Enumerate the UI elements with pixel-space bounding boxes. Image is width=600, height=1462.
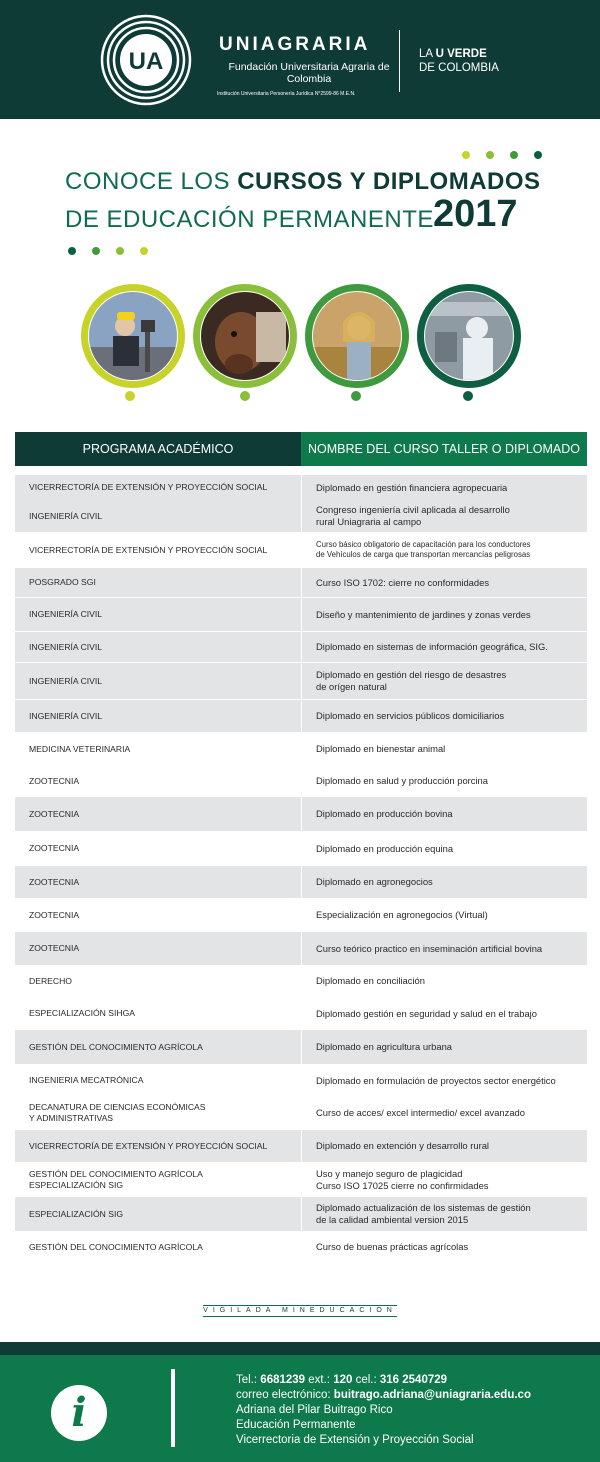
brand-subtitle: Fundación Universitaria Agraria de Colombia <box>228 61 390 85</box>
table-row <box>15 932 587 965</box>
course-cell <box>301 1130 587 1162</box>
program-text: GESTIÓN DEL CONOCIMIENTO AGRÍCOLA <box>29 1241 203 1252</box>
program-cell <box>15 932 301 965</box>
table-row <box>15 533 587 567</box>
phone-line: Tel.: 6681239 ext.: 120 cel.: 316 2540729 <box>236 1374 448 1386</box>
program-cell <box>15 998 301 1029</box>
program-cell <box>15 568 301 597</box>
program-text: POSGRADO SGI <box>29 577 96 587</box>
dot <box>462 151 470 159</box>
program-cell <box>15 475 301 500</box>
course-cell <box>301 766 587 796</box>
office: Vicerrectoria de Extensión y Proyección Social <box>236 1434 474 1446</box>
course-text: Diplomado en agricultura urbana <box>316 1041 453 1052</box>
dot <box>463 391 473 401</box>
course-text: Curso teórico practico en inseminación artificial bovina <box>316 942 543 954</box>
table-row <box>15 1065 587 1096</box>
course-text: Diplomado actualización de los sistemas de gestión de la calidad ambiental version 2015 <box>316 1202 531 1225</box>
course-text: Diplomado en formulación de proyectos sector energético <box>316 1074 556 1086</box>
slogan-line2: DE COLOMBIA <box>419 62 499 74</box>
brand-note: Institución Universitaria Personería Jurídica N°2599-86 M.E.N. <box>217 91 356 97</box>
table-row <box>15 700 587 732</box>
dot <box>125 391 135 401</box>
program-text: MEDICINA VETERINARIA <box>29 743 131 754</box>
title-prefix: CONOCE LOS <box>65 168 238 195</box>
course-text: Curso de acces/ excel intermedio/ excel avanzado <box>316 1107 525 1118</box>
program-cell <box>15 1030 301 1064</box>
uniagraria-logo <box>100 14 192 106</box>
footer-divider <box>171 1369 175 1447</box>
table-row <box>15 1097 587 1129</box>
program-text: ESPECIALIZACIÓN SIG <box>29 1208 124 1219</box>
course-cell <box>301 866 587 898</box>
slogan-bold: U VERDE <box>435 48 487 60</box>
course-cell <box>301 966 587 996</box>
department: Educación Permanente <box>236 1419 356 1431</box>
program-cell <box>15 832 301 865</box>
dot <box>68 247 76 255</box>
program-text: INGENIERÍA CIVIL <box>29 675 103 686</box>
info-icon: i <box>51 1385 107 1441</box>
program-text: INGENIERÍA CIVIL <box>29 510 103 521</box>
course-text: Uso y manejo seguro de plagicidad Curso ISO 17025 cierre no confirmidades <box>316 1167 489 1191</box>
contact-info <box>236 1373 531 1448</box>
course-cell <box>301 899 587 931</box>
table-row <box>15 1163 587 1196</box>
course-cell <box>301 568 587 597</box>
dot <box>240 391 250 401</box>
table-row <box>15 733 587 765</box>
program-text: INGENIERÍA CIVIL <box>29 609 103 619</box>
program-cell <box>15 663 301 699</box>
program-cell <box>15 632 301 662</box>
table-row <box>15 1231 587 1263</box>
course-cell <box>301 1030 587 1064</box>
dot <box>92 247 100 255</box>
program-cell <box>15 1231 301 1263</box>
slogan-prefix: LA <box>419 48 436 60</box>
contact-name: Adriana del Pilar Buitrago Rico <box>236 1404 393 1416</box>
course-text: Diplomado en gestión del riesgo de desastres de orígen natural <box>316 669 507 692</box>
course-text: Curso de buenas prácticas agrícolas <box>316 1241 469 1252</box>
dot <box>486 151 494 159</box>
table-row <box>15 632 587 662</box>
course-cell <box>301 663 587 699</box>
course-cell <box>301 1065 587 1096</box>
table-row <box>15 1130 587 1162</box>
program-text: DERECHO <box>29 975 72 986</box>
wheat-girl-image <box>313 292 401 380</box>
vigilada-mineducacion: VIGILADA MINEDUCACIÓN <box>203 1305 397 1317</box>
course-cell <box>301 475 587 500</box>
photo-lab-worker <box>417 284 521 388</box>
course-text: Diseño y mantenimiento de jardines y zonas verdes <box>316 608 531 620</box>
photo-wheat-girl <box>305 284 409 388</box>
table-row <box>15 832 587 865</box>
course-cell <box>301 998 587 1029</box>
program-cell <box>15 1097 301 1129</box>
lab-worker-image <box>425 292 513 380</box>
program-text: ZOOTECNIA <box>29 909 80 920</box>
course-cell <box>301 500 587 532</box>
program-cell <box>15 1163 301 1196</box>
course-text: Diplomado en producción equina <box>316 842 454 854</box>
course-cell <box>301 1163 587 1196</box>
course-cell <box>301 832 587 865</box>
program-cell <box>15 866 301 898</box>
program-cell <box>15 700 301 732</box>
course-cell <box>301 1231 587 1263</box>
course-cell <box>301 700 587 732</box>
course-cell <box>301 932 587 965</box>
program-text: ZOOTECNIA <box>29 843 80 853</box>
decorative-dots-top <box>462 151 542 159</box>
decorative-dots-bottom <box>68 247 148 255</box>
program-text: ESPECIALIZACIÓN SIHGA <box>29 1008 136 1018</box>
dot <box>351 391 361 401</box>
course-text: Curso ISO 1702: cierre no conformidades <box>316 576 490 588</box>
table-row <box>15 500 587 532</box>
course-cell <box>301 598 587 631</box>
cell-number: 316 2540729 <box>379 1374 448 1386</box>
program-text: ZOOTECNIA <box>29 808 80 819</box>
course-cell <box>301 533 587 567</box>
photo-surveyor <box>81 284 185 388</box>
program-cell <box>15 1197 301 1231</box>
program-cell <box>15 533 301 567</box>
logo-text: UA <box>128 48 164 75</box>
table-row <box>15 966 587 996</box>
brand-name: UNIAGRARIA <box>219 34 371 55</box>
program-text: ZOOTECNIA <box>29 943 80 953</box>
dot <box>140 247 148 255</box>
table-row <box>15 598 587 631</box>
program-cell <box>15 1130 301 1162</box>
course-text: Diplomado en sistemas de información geográfica, SIG. <box>316 641 548 652</box>
title-line-1 <box>65 168 541 196</box>
course-text: Especialización en agronegocios (Virtual) <box>316 909 488 920</box>
program-text: GESTIÓN DEL CONOCIMIENTO AGRÍCOLA <box>29 1041 203 1052</box>
table-row <box>15 899 587 931</box>
program-text: ZOOTECNIA <box>29 876 80 887</box>
course-text: Diplomado gestión en seguridad y salud en el trabajo <box>316 1007 537 1019</box>
course-cell <box>301 733 587 765</box>
courses-table <box>15 432 587 1252</box>
program-cell <box>15 766 301 796</box>
email-line: correo electrónico: buitrago.adriana@uniagraria.edu.co <box>236 1389 531 1401</box>
course-text: Diplomado en bienestar animal <box>316 743 446 754</box>
program-cell <box>15 598 301 631</box>
header <box>0 0 600 119</box>
course-text: Diplomado en extención y desarrollo rural <box>316 1140 490 1151</box>
header-divider <box>399 30 400 92</box>
header-academic-program: PROGRAMA ACADÉMICO <box>15 432 301 466</box>
course-text: Diplomado en servicios públicos domiciliarios <box>316 710 505 721</box>
course-text: Diplomado en conciliación <box>316 975 425 986</box>
dot <box>534 151 542 159</box>
header-course-name: NOMBRE DEL CURSO TALLER O DIPLOMADO <box>301 432 587 466</box>
program-cell <box>15 733 301 765</box>
course-text: Diplomado en salud y producción porcina <box>316 775 488 786</box>
course-text: Congreso ingeniería civil aplicada al desarrollo rural Uniagraria al campo <box>316 504 510 527</box>
table-row <box>15 568 587 597</box>
table-row <box>15 866 587 898</box>
program-cell <box>15 797 301 831</box>
dot <box>116 247 124 255</box>
course-text: Curso básico obligatorio de capacitación para los conductores de Vehículos de carga que transportan mercancías peligrosas <box>316 540 531 559</box>
surveyor-image <box>89 292 177 380</box>
course-text: Diplomado en producción bovina <box>316 808 453 819</box>
program-text: VICERRECTORÍA DE EXTENSIÓN Y PROYECCIÓN SOCIAL <box>29 544 268 555</box>
extension: 120 <box>333 1374 353 1386</box>
program-text: INGENIERÍA CIVIL <box>29 641 103 652</box>
title-bold: CURSOS Y DIPLOMADOS <box>237 168 541 195</box>
course-text: Diplomado en agronegocios <box>316 876 433 887</box>
table-row <box>15 766 587 796</box>
title-line-2: DE EDUCACIÓN PERMANENTE <box>65 206 434 233</box>
program-cell <box>15 966 301 996</box>
dot <box>510 151 518 159</box>
program-text: VICERRECTORÍA DE EXTENSIÓN Y PROYECCIÓN SOCIAL <box>29 1140 268 1151</box>
course-text: Diplomado en gestión financiera agropecuaria <box>316 481 508 493</box>
phone-number: 6681239 <box>260 1374 306 1386</box>
table-row <box>15 1030 587 1064</box>
program-cell <box>15 899 301 931</box>
course-cell <box>301 797 587 831</box>
program-text: ZOOTECNIA <box>29 775 80 786</box>
course-cell <box>301 632 587 662</box>
table-header <box>15 432 587 466</box>
course-cell <box>301 1097 587 1129</box>
horse-image <box>201 292 289 380</box>
title-year: 2017 <box>433 193 518 235</box>
table-row <box>15 475 587 500</box>
photo-horse <box>193 284 297 388</box>
course-cell <box>301 1197 587 1231</box>
table-row <box>15 998 587 1029</box>
table-row <box>15 797 587 831</box>
program-text: INGENIERIA MECATRÓNICA <box>29 1075 144 1085</box>
footer-top-band <box>0 1342 600 1355</box>
program-cell <box>15 500 301 532</box>
program-text: DECANATURA DE CIENCIAS ECONÓMICAS Y ADMINISTRATIVAS <box>29 1102 206 1123</box>
table-row <box>15 663 587 699</box>
table-row <box>15 1197 587 1231</box>
email-link[interactable]: buitrago.adriana@uniagraria.edu.co <box>333 1389 531 1401</box>
slogan <box>419 47 499 75</box>
program-text: INGENIERÍA CIVIL <box>29 710 103 721</box>
program-text: GESTIÓN DEL CONOCIMIENTO AGRÍCOLA ESPECIALIZACIÓN SIG <box>29 1168 203 1190</box>
program-cell <box>15 1065 301 1096</box>
program-text: VICERRECTORÍA DE EXTENSIÓN Y PROYECCIÓN SOCIAL <box>29 482 268 492</box>
